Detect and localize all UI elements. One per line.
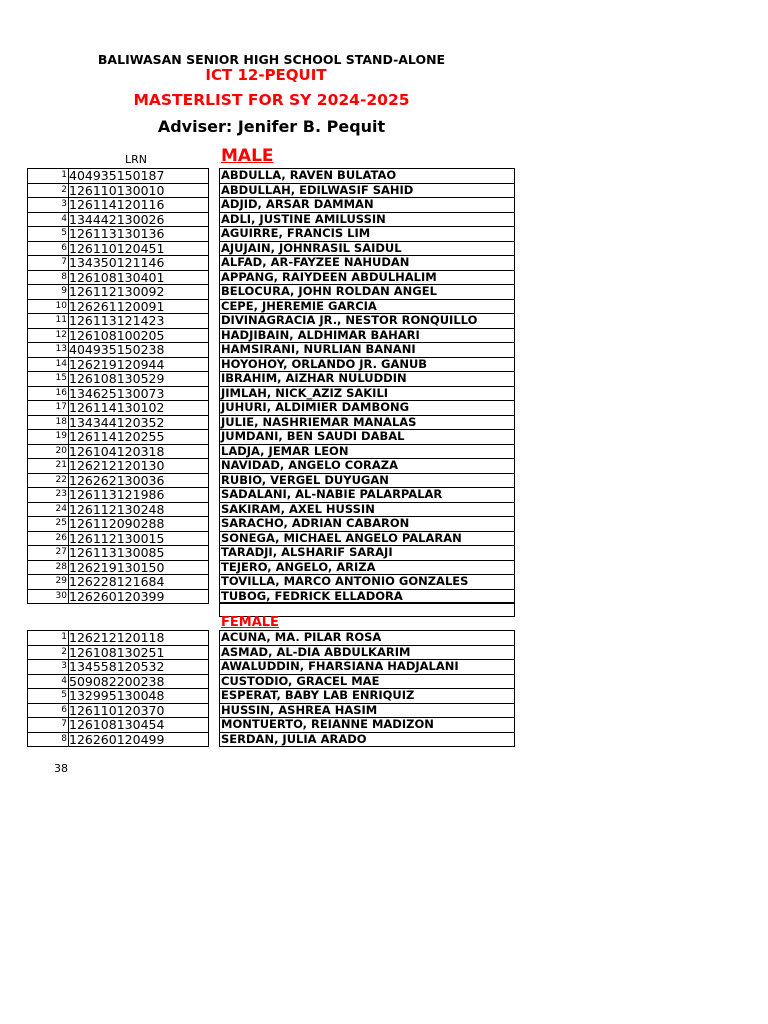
table-row <box>220 169 515 184</box>
student-name-cell: AJUJAIN, JOHNRASIL SAIDUL <box>220 241 515 256</box>
table-row <box>220 560 515 575</box>
lrn-cell: 509082200238 <box>69 674 209 689</box>
table-row <box>28 357 209 372</box>
lrn-cell: 126212120130 <box>69 459 209 474</box>
table-row <box>220 488 515 503</box>
row-number: 1 <box>28 169 69 184</box>
lrn-cell: 126262130036 <box>69 473 209 488</box>
table-row <box>220 401 515 416</box>
lrn-cell: 126261120091 <box>69 299 209 314</box>
student-name-cell: SAKIRAM, AXEL HUSSIN <box>220 502 515 517</box>
table-row <box>28 212 209 227</box>
lrn-cell: 126113121423 <box>69 314 209 329</box>
lrn-cell: 126219130150 <box>69 560 209 575</box>
student-name-cell: JIMLAH, NICK_AZIZ SAKILI <box>220 386 515 401</box>
lrn-cell: 126114120255 <box>69 430 209 445</box>
table-row <box>220 314 515 329</box>
table-row <box>28 645 209 660</box>
student-name-cell: JULIE, NASHRIEMAR MANALAS <box>220 415 515 430</box>
table-row <box>28 689 209 704</box>
row-number: 19 <box>28 430 69 445</box>
student-name-cell: JUMDANI, BEN SAUDI DABAL <box>220 430 515 445</box>
lrn-cell: 126114130102 <box>69 401 209 416</box>
lrn-cell: 134350121146 <box>69 256 209 271</box>
table-row <box>220 444 515 459</box>
lrn-cell: 404935150238 <box>69 343 209 358</box>
table-row <box>220 183 515 198</box>
lrn-cell: 134625130073 <box>69 386 209 401</box>
table-row <box>28 430 209 445</box>
table-row <box>220 270 515 285</box>
student-name-cell: TARADJI, ALSHARIF SARAJI <box>220 546 515 561</box>
student-name-cell: CUSTODIO, GRACEL MAE <box>220 674 515 689</box>
row-number: 15 <box>28 372 69 387</box>
table-row <box>220 703 515 718</box>
table-row <box>28 270 209 285</box>
student-name-cell: HOYOHOY, ORLANDO JR. GANUB <box>220 357 515 372</box>
student-name-cell: SERDAN, JULIA ARADO <box>220 732 515 747</box>
adviser-name: Adviser: Jenifer B. Pequit <box>157 117 386 136</box>
lrn-cell: 126113130136 <box>69 227 209 242</box>
table-row <box>28 372 209 387</box>
lrn-cell: 126108130529 <box>69 372 209 387</box>
table-row <box>28 285 209 300</box>
lrn-cell: 134442130026 <box>69 212 209 227</box>
lrn-cell: 126113121986 <box>69 488 209 503</box>
student-name-cell: NAVIDAD, ANGELO CORAZA <box>220 459 515 474</box>
student-name-cell: TOVILLA, MARCO ANTONIO GONZALES <box>220 575 515 590</box>
lrn-cell: 126104120318 <box>69 444 209 459</box>
row-number: 17 <box>28 401 69 416</box>
table-row <box>220 531 515 546</box>
student-name-cell: ADJID, ARSAR DAMMAN <box>220 198 515 213</box>
table-row <box>220 212 515 227</box>
row-number: 5 <box>28 689 69 704</box>
student-name-cell: LADJA, JEMAR LEON <box>220 444 515 459</box>
table-row <box>220 241 515 256</box>
student-name-cell: RUBIO, VERGEL DUYUGAN <box>220 473 515 488</box>
table-row <box>28 546 209 561</box>
lrn-cell: 126260120499 <box>69 732 209 747</box>
lrn-cell: 126110120451 <box>69 241 209 256</box>
table-row <box>220 517 515 532</box>
table-row <box>220 631 515 646</box>
row-number: 6 <box>28 241 69 256</box>
row-number: 12 <box>28 328 69 343</box>
row-number: 4 <box>28 674 69 689</box>
row-number: 28 <box>28 560 69 575</box>
table-row <box>28 560 209 575</box>
table-row <box>28 718 209 733</box>
lrn-cell: 126112130015 <box>69 531 209 546</box>
table-row <box>220 386 515 401</box>
table-row <box>220 285 515 300</box>
student-name-cell: ACUNA, MA. PILAR ROSA <box>220 631 515 646</box>
table-row <box>220 299 515 314</box>
school-name: BALIWASAN SENIOR HIGH SCHOOL STAND-ALONE <box>97 52 446 67</box>
row-number: 27 <box>28 546 69 561</box>
row-number: 26 <box>28 531 69 546</box>
student-name-cell: TUBOG, FEDRICK ELLADORA <box>220 589 515 604</box>
table-row <box>28 674 209 689</box>
row-number: 16 <box>28 386 69 401</box>
lrn-cell: 126212120118 <box>69 631 209 646</box>
row-number: 2 <box>28 183 69 198</box>
lrn-cell: 126219120944 <box>69 357 209 372</box>
row-number: 30 <box>28 589 69 604</box>
table-row <box>220 430 515 445</box>
student-name-cell: ASMAD, AL-DIA ABDULKARIM <box>220 645 515 660</box>
lrn-cell: 126110130010 <box>69 183 209 198</box>
table-row <box>28 256 209 271</box>
row-number: 9 <box>28 285 69 300</box>
row-number: 11 <box>28 314 69 329</box>
student-name-cell: DIVINAGRACIA JR., NESTOR RONQUILLO <box>220 314 515 329</box>
row-number: 2 <box>28 645 69 660</box>
student-name-cell: APPANG, RAIYDEEN ABDULHALIM <box>220 270 515 285</box>
table-row <box>220 502 515 517</box>
lrn-cell: 126228121684 <box>69 575 209 590</box>
student-name-cell: HUSSIN, ASHREA HASIM <box>220 703 515 718</box>
student-name-cell: ABDULLA, RAVEN BULATAO <box>220 169 515 184</box>
lrn-cell: 126110120370 <box>69 703 209 718</box>
student-name-cell: SADALANI, AL-NABIE PALARPALAR <box>220 488 515 503</box>
table-row <box>28 703 209 718</box>
table-row <box>28 401 209 416</box>
table-row <box>220 328 515 343</box>
table-row <box>220 357 515 372</box>
table-row <box>220 645 515 660</box>
row-number: 4 <box>28 212 69 227</box>
table-row <box>220 718 515 733</box>
table-row <box>220 256 515 271</box>
lrn-cell: 126114120116 <box>69 198 209 213</box>
lrn-cell: 126108130454 <box>69 718 209 733</box>
row-number: 14 <box>28 357 69 372</box>
table-row <box>28 488 209 503</box>
lrn-cell: 126112090288 <box>69 517 209 532</box>
row-number: 20 <box>28 444 69 459</box>
student-name-cell: BELOCURA, JOHN ROLDAN ANGEL <box>220 285 515 300</box>
table-row <box>28 517 209 532</box>
student-name-cell: SARACHO, ADRIAN CABARON <box>220 517 515 532</box>
table-row <box>220 459 515 474</box>
lrn-cell: 126108100205 <box>69 328 209 343</box>
lrn-cell: 126108130251 <box>69 645 209 660</box>
row-number: 5 <box>28 227 69 242</box>
lrn-column-header: LRN <box>125 153 147 166</box>
lrn-cell: 134344120352 <box>69 415 209 430</box>
student-name-cell: AGUIRRE, FRANCIS LIM <box>220 227 515 242</box>
lrn-cell: 126112130092 <box>69 285 209 300</box>
table-row <box>28 631 209 646</box>
row-number: 8 <box>28 732 69 747</box>
student-name-cell: HAMSIRANI, NURLIAN BANANI <box>220 343 515 358</box>
student-name-cell: ADLI, JUSTINE AMILUSSIN <box>220 212 515 227</box>
table-row <box>220 674 515 689</box>
table-row <box>28 386 209 401</box>
table-row <box>28 328 209 343</box>
row-number: 29 <box>28 575 69 590</box>
row-number: 7 <box>28 718 69 733</box>
masterlist-title: MASTERLIST FOR SY 2024-2025 <box>133 91 410 109</box>
table-row <box>220 575 515 590</box>
table-row <box>28 343 209 358</box>
row-number: 7 <box>28 256 69 271</box>
lrn-cell: 126108130401 <box>69 270 209 285</box>
table-row <box>220 227 515 242</box>
student-name-cell: AWALUDDIN, FHARSIANA HADJALANI <box>220 660 515 675</box>
table-row <box>28 575 209 590</box>
student-name-cell: CEPE, JHEREMIE GARCIA <box>220 299 515 314</box>
lrn-cell: 134558120532 <box>69 660 209 675</box>
table-row <box>28 183 209 198</box>
row-number: 18 <box>28 415 69 430</box>
student-name-cell: IBRAHIM, AIZHAR NULUDDIN <box>220 372 515 387</box>
lrn-cell: 404935150187 <box>69 169 209 184</box>
lrn-cell: 126260120399 <box>69 589 209 604</box>
male-name-table <box>219 168 515 604</box>
table-row <box>28 732 209 747</box>
table-row <box>220 198 515 213</box>
lrn-cell: 126112130248 <box>69 502 209 517</box>
female-lrn-table <box>27 630 209 747</box>
row-number: 1 <box>28 631 69 646</box>
row-number: 3 <box>28 660 69 675</box>
table-row <box>220 689 515 704</box>
student-name-cell: ALFAD, AR-FAYZEE NAHUDAN <box>220 256 515 271</box>
table-row <box>220 732 515 747</box>
table-row <box>28 459 209 474</box>
table-row <box>28 314 209 329</box>
student-name-cell: ESPERAT, BABY LAB ENRIQUIZ <box>220 689 515 704</box>
table-row <box>220 372 515 387</box>
student-name-cell: JUHURI, ALDIMIER DAMBONG <box>220 401 515 416</box>
male-section-header: MALE <box>221 146 274 166</box>
table-row <box>28 198 209 213</box>
table-row <box>28 531 209 546</box>
table-row <box>28 589 209 604</box>
table-row <box>28 502 209 517</box>
row-number: 13 <box>28 343 69 358</box>
lrn-cell: 126113130085 <box>69 546 209 561</box>
section-title: ICT 12-PEQUIT <box>205 66 327 84</box>
total-count: 38 <box>54 762 68 775</box>
female-name-table <box>219 630 515 747</box>
table-row <box>28 415 209 430</box>
row-number: 23 <box>28 488 69 503</box>
table-row <box>28 241 209 256</box>
row-number: 10 <box>28 299 69 314</box>
male-lrn-table <box>27 168 209 604</box>
row-number: 25 <box>28 517 69 532</box>
table-row <box>220 415 515 430</box>
row-number: 21 <box>28 459 69 474</box>
table-row <box>28 473 209 488</box>
row-number: 6 <box>28 703 69 718</box>
row-number: 24 <box>28 502 69 517</box>
row-number: 3 <box>28 198 69 213</box>
table-row <box>28 444 209 459</box>
row-number: 22 <box>28 473 69 488</box>
table-row <box>28 299 209 314</box>
student-name-cell: MONTUERTO, REIANNE MADIZON <box>220 718 515 733</box>
table-row <box>220 660 515 675</box>
table-row <box>220 473 515 488</box>
student-name-cell: TEJERO, ANGELO, ARIZA <box>220 560 515 575</box>
table-row <box>220 546 515 561</box>
table-row <box>28 169 209 184</box>
table-row <box>28 660 209 675</box>
student-name-cell: ABDULLAH, EDILWASIF SAHID <box>220 183 515 198</box>
student-name-cell: SONEGA, MICHAEL ANGELO PALARAN <box>220 531 515 546</box>
row-number: 8 <box>28 270 69 285</box>
female-section-header: FEMALE <box>221 615 279 630</box>
lrn-cell: 132995130048 <box>69 689 209 704</box>
table-row <box>220 343 515 358</box>
student-name-cell: HADJIBAIN, ALDHIMAR BAHARI <box>220 328 515 343</box>
table-row <box>28 227 209 242</box>
